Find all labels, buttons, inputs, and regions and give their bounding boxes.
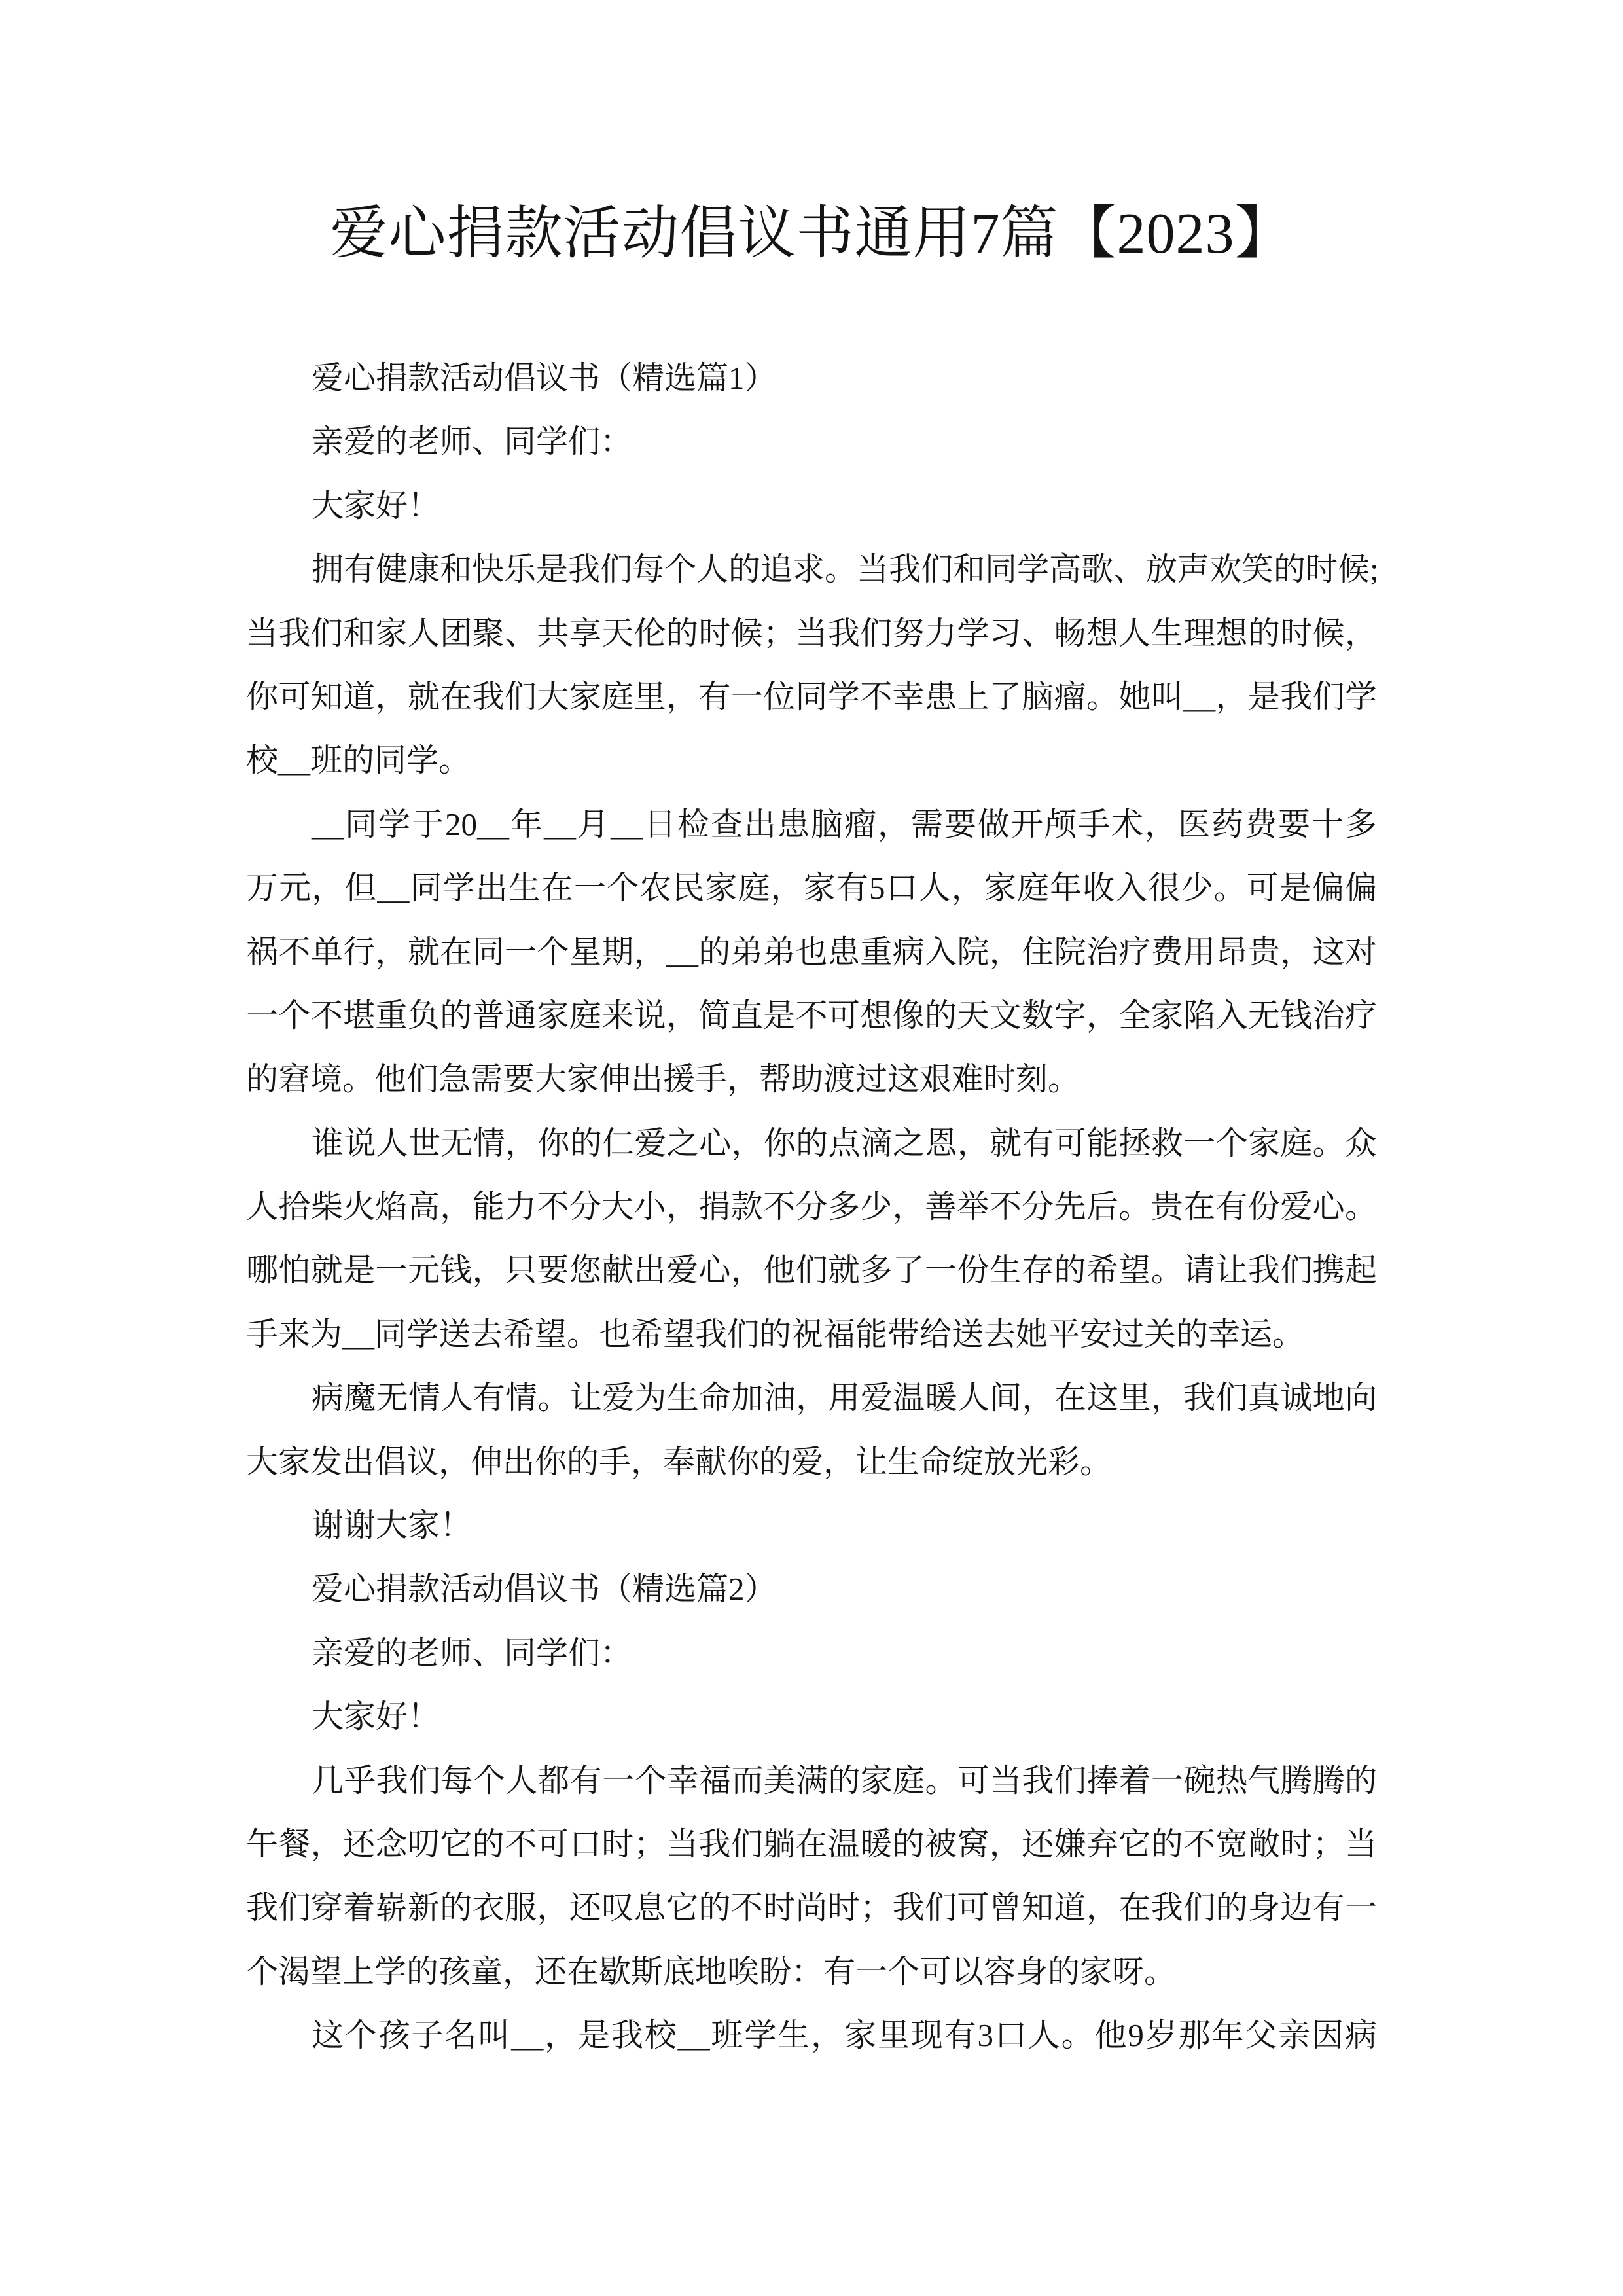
text-line: 哪怕就是一元钱，只要您献出爱心，他们就多了一份生存的希望。请让我们携起: [246, 1252, 1377, 1289]
salutation: 亲爱的老师、同学们：: [312, 1634, 633, 1671]
text-line: 我们穿着崭新的衣服，还叹息它的不时尚时；我们可曾知道，在我们的身边有一: [246, 1890, 1377, 1926]
text-line: 拥有健康和快乐是我们每个人的追求。当我们和同学高歌、放声欢笑的时候;: [312, 551, 1379, 588]
salutation: 亲爱的老师、同学们：: [312, 423, 633, 460]
section-heading: 爱心捐款活动倡议书（精选篇2）: [312, 1571, 777, 1607]
document-title: 爱心捐款活动倡议书通用7篇【2023】: [330, 202, 1293, 266]
text-line: 病魔无情人有情。让爱为生命加油，用爱温暖人间，在这里，我们真诚地向: [312, 1380, 1377, 1416]
document-body: [246, 346, 1377, 2068]
text-line: __同学于20__年__月__日检查出患脑瘤，需要做开颅手术，医药费要十多: [312, 806, 1377, 842]
text-line: 万元，但__同学出生在一个农民家庭，家有5口人，家庭年收入很少。可是偏偏: [246, 870, 1377, 906]
closing: 谢谢大家！: [312, 1507, 473, 1544]
greeting: 大家好！: [312, 1698, 440, 1735]
text-line: 几乎我们每个人都有一个幸福而美满的家庭。可当我们捧着一碗热气腾腾的: [312, 1762, 1377, 1799]
text-line: 谁说人世无情，你的仁爱之心，你的点滴之恩，就有可能拯救一个家庭。众: [312, 1124, 1377, 1161]
greeting: 大家好！: [312, 487, 440, 524]
text-line: 一个不堪重负的普通家庭来说，简直是不可想像的天文数字，全家陷入无钱治疗: [246, 997, 1377, 1033]
text-line: 校__班的同学。: [246, 742, 471, 779]
text-line: 你可知道，就在我们大家庭里，有一位同学不幸患上了脑瘤。她叫__，是我们学: [246, 678, 1377, 715]
text-line: 的窘境。他们急需要大家伸出援手，帮助渡过这艰难时刻。: [246, 1061, 1080, 1098]
text-line: 个渴望上学的孩童，还在歇斯底地唉盼：有一个可以容身的家呀。: [246, 1953, 1177, 1990]
text-line: 人拾柴火焰高，能力不分大小，捐款不分多少，善举不分先后。贵在有份爱心。: [246, 1189, 1377, 1225]
text-line: 这个孩子名叫__，是我校__班学生，家里现有3口人。他9岁那年父亲因病: [312, 2017, 1377, 2054]
section-heading: 爱心捐款活动倡议书（精选篇1）: [312, 360, 777, 396]
text-line: 手来为__同学送去希望。也希望我们的祝福能带给送去她平安过关的幸运。: [246, 1316, 1305, 1352]
text-line: 大家发出倡议，伸出你的手，奉献你的爱，让生命绽放光彩。: [246, 1443, 1113, 1480]
text-line: 祸不单行，就在同一个星期，__的弟弟也患重病入院，住院治疗费用昂贵，这对: [246, 933, 1377, 970]
text-line: 当我们和家人团聚、共享天伦的时候；当我们努力学习、畅想人生理想的时候，: [246, 615, 1377, 651]
text-line: 午餐，还念叨它的不可口时；当我们躺在温暖的被窝，还嫌弃它的不宽敞时；当: [246, 1825, 1377, 1862]
